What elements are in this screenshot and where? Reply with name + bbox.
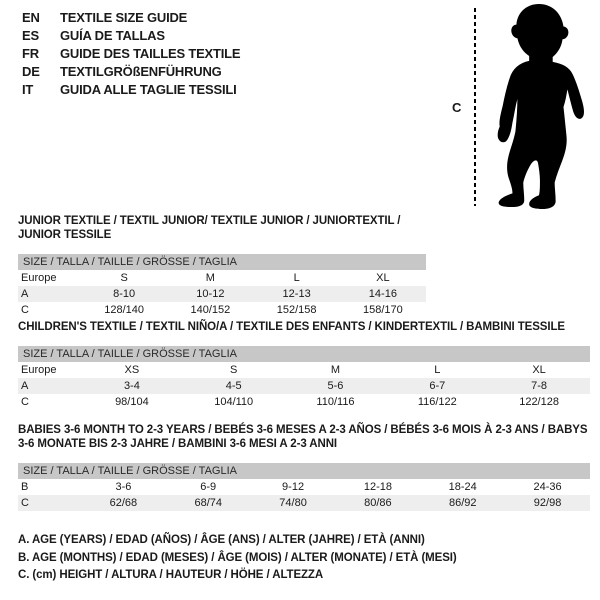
cell-value: M <box>205 272 215 284</box>
junior-size-header: SIZE / TALLA / TAILLE / GRÖSSE / TAGLIA <box>18 254 426 270</box>
cell-value: 104/110 <box>214 396 254 408</box>
junior-table-title: JUNIOR TEXTILE / TEXTIL JUNIOR/ TEXTILE JUNIOR / JUNIORTEXTIL / JUNIOR TESSILE <box>18 215 401 241</box>
height-measure-dashed-line <box>474 8 476 206</box>
cell-value: 12-13 <box>282 288 311 300</box>
row-label: A <box>21 380 29 392</box>
childrens-table-rows <box>18 362 590 410</box>
row-label: C <box>21 304 29 316</box>
table-row <box>18 378 590 394</box>
cell-value: L <box>434 364 441 376</box>
cell-value: 140/152 <box>190 304 231 316</box>
babies-table-title: BABIES 3-6 MONTH TO 2-3 YEARS / BEBÉS 3-6 MESES A 2-3 AÑOS / BÉBÉS 3-6 MOIS À 2-3 ANS / BABYS 3-6 MONATE BIS 2-3 JAHRE / BAMBINI 3-6 MESI A 2-3 ANNI <box>18 424 588 450</box>
cell-value: 80/86 <box>364 497 392 509</box>
table-row <box>18 362 590 378</box>
childrens-textile-table <box>18 320 590 410</box>
cell-value: 12-18 <box>363 481 392 493</box>
language-row <box>22 81 240 99</box>
childrens-size-header: SIZE / TALLA / TAILLE / GRÖSSE / TAGLIA <box>18 346 590 362</box>
cell-value: L <box>293 272 300 284</box>
cell-value: 7-8 <box>531 380 548 392</box>
cell-value: 8-10 <box>113 288 136 300</box>
measure-key-line: C. (cm) HEIGHT / ALTURA / HAUTEUR / HÖHE / ALTEZZA <box>18 569 324 581</box>
row-label: C <box>21 497 29 509</box>
measure-key-notes <box>18 532 457 585</box>
cell-value: 74/80 <box>279 497 307 509</box>
childrens-table-title: CHILDREN'S TEXTILE / TEXTIL NIÑO/A / TEXTILE DES ENFANTS / KINDERTEXTIL / BAMBINI TESSILE <box>18 321 565 333</box>
cell-value: 4-5 <box>225 380 242 392</box>
cell-value: 10-12 <box>196 288 225 300</box>
cell-value: 14-16 <box>368 288 397 300</box>
cell-value: 6-9 <box>200 481 217 493</box>
row-label: Europe <box>21 364 57 376</box>
guide-title-it: GUIDA ALLE TAGLIE TESSILI <box>60 82 237 97</box>
cell-value: 116/122 <box>417 396 457 408</box>
row-label: Europe <box>21 272 57 284</box>
cell-value: 158/170 <box>362 304 403 316</box>
cell-value: 6-7 <box>429 380 446 392</box>
babies-table-rows <box>18 479 590 511</box>
table-row <box>18 270 426 286</box>
cell-value: 128/140 <box>104 304 144 316</box>
cell-value: 18-24 <box>448 481 477 493</box>
language-code: FR <box>22 46 39 61</box>
table-row <box>18 302 426 318</box>
language-code: ES <box>22 28 39 43</box>
cell-value: 92/98 <box>533 497 562 509</box>
row-label: C <box>21 396 29 408</box>
cell-value: 68/74 <box>194 497 222 509</box>
baby-silhouette-icon <box>478 2 596 210</box>
language-row <box>22 9 240 27</box>
guide-title-de: TEXTILGRÖßENFÜHRUNG <box>60 64 222 79</box>
cell-value: 3-6 <box>115 481 132 493</box>
table-row <box>18 495 590 511</box>
language-row <box>22 63 240 81</box>
table-row <box>18 286 426 302</box>
cell-value: 5-6 <box>327 380 344 392</box>
language-code: DE <box>22 64 40 79</box>
babies-textile-table <box>18 423 590 511</box>
guide-title-fr: GUIDE DES TAILLES TEXTILE <box>60 46 241 61</box>
cell-value: 152/158 <box>276 304 317 316</box>
cell-value: 9-12 <box>282 481 305 493</box>
language-code: IT <box>22 82 34 97</box>
cell-value: 62/68 <box>109 497 138 509</box>
language-code: EN <box>22 10 40 25</box>
cell-value: 98/104 <box>115 396 149 408</box>
guide-title-en: TEXTILE SIZE GUIDE <box>60 10 188 25</box>
cell-value: S <box>230 364 238 376</box>
language-row <box>22 27 240 45</box>
row-label: A <box>21 288 29 300</box>
cell-value: 3-4 <box>123 380 140 392</box>
language-title-list <box>22 9 240 99</box>
cell-value: S <box>120 272 128 284</box>
junior-table-rows <box>18 270 426 318</box>
guide-title-es: GUÍA DE TALLAS <box>60 28 165 43</box>
measure-key-line: B. AGE (MONTHS) / EDAD (MESES) / ÂGE (MOIS) / ALTER (MONATE) / ETÀ (MESI) <box>18 551 457 564</box>
cell-value: 122/128 <box>519 396 559 408</box>
cell-value: 24-36 <box>533 481 562 493</box>
language-row <box>22 45 240 63</box>
cell-value: 86/92 <box>448 497 477 509</box>
table-row <box>18 479 590 495</box>
cell-value: M <box>330 364 341 376</box>
height-measure-label: C <box>452 100 462 115</box>
measure-key-line: A. AGE (YEARS) / EDAD (AÑOS) / ÂGE (ANS) / ALTER (JAHRE) / ETÀ (ANNI) <box>18 534 425 546</box>
row-label: B <box>21 481 29 493</box>
junior-textile-table <box>18 214 426 318</box>
cell-value: XL <box>532 364 546 376</box>
table-row <box>18 394 590 410</box>
babies-size-header: SIZE / TALLA / TAILLE / GRÖSSE / TAGLIA <box>18 463 590 479</box>
cell-value: XL <box>376 272 390 284</box>
cell-value: XS <box>124 364 140 376</box>
cell-value: 110/116 <box>316 396 355 408</box>
